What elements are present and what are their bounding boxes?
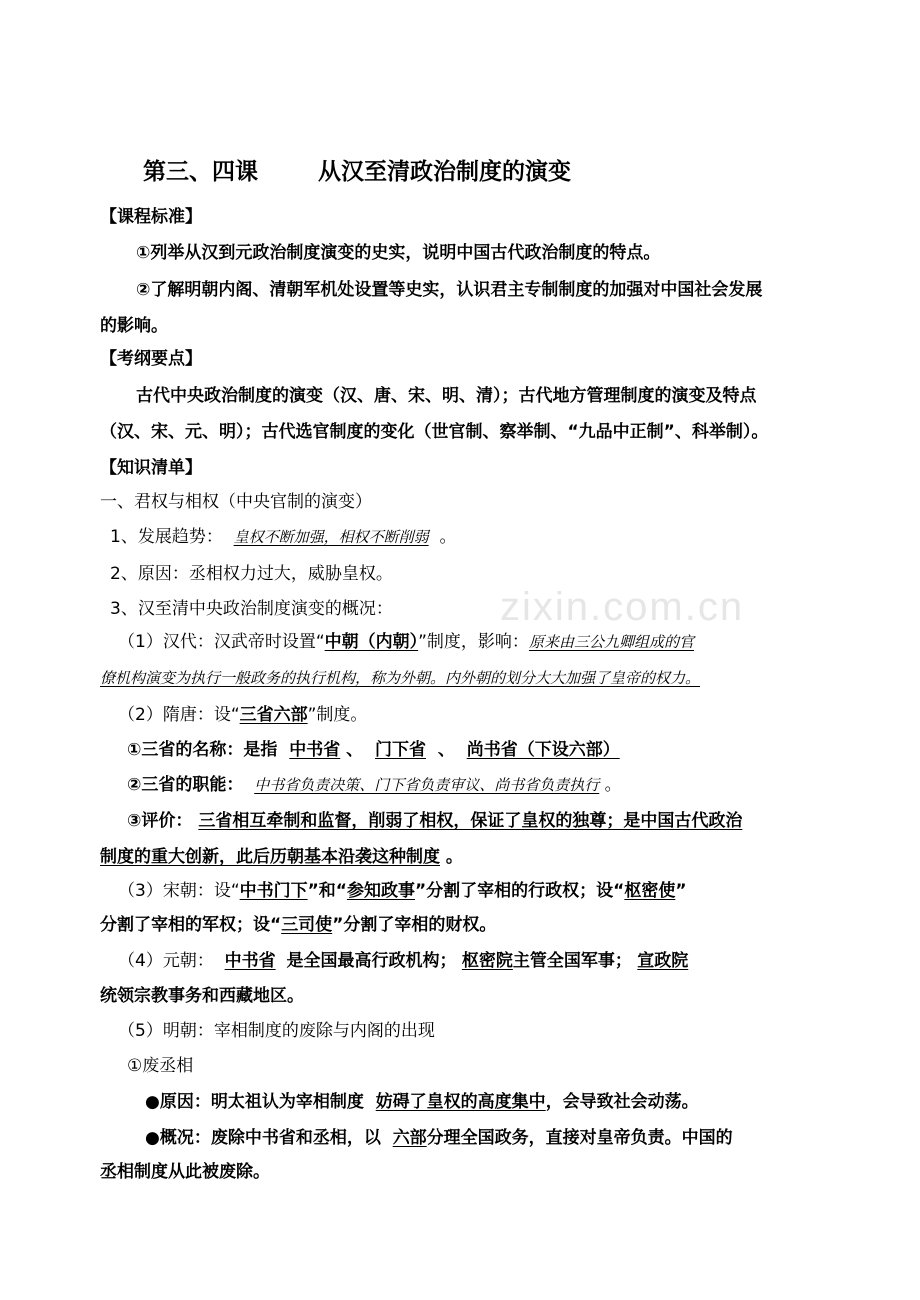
han-label: （1）汉代：汉武帝时设置“: [118, 632, 325, 652]
section-header-knowledge: 【知识清单】: [100, 458, 202, 478]
yuan-dynasty-line-1: [118, 950, 688, 972]
trend-answer: 皇权不断加强，相权不断削弱: [233, 528, 429, 546]
song-text-3: ”: [675, 881, 687, 901]
trend-label: 1、发展趋势：: [110, 527, 223, 547]
trend-period: 。: [439, 527, 457, 547]
ming-overview-label: ●概况：废除中书省和丞相，以: [145, 1128, 381, 1148]
sui-tang-label: （2）隋唐：设“: [118, 705, 240, 725]
three-departments-names: [127, 739, 620, 761]
names-sep-2: 、: [437, 740, 455, 760]
yuan-label: （4）元朝：: [118, 951, 214, 971]
song-text-1: ”和“: [307, 881, 347, 901]
song-label: （3）宋朝：设“: [118, 881, 240, 901]
section-1-heading: 一、君权与相权（中央官制的演变）: [100, 492, 372, 512]
ming-overview-line-1: [145, 1127, 733, 1149]
han-dynasty-line: [118, 631, 694, 653]
han-impact-line-2: [100, 667, 700, 689]
standard-item-2: ②了解明朝内阁、清朝军机处设置等史实，认识君主专制制度的加强对中国社会发展: [136, 280, 763, 300]
ming-overview-answer: 六部: [392, 1128, 427, 1148]
standard-item-2-cont: 的影响。: [100, 316, 168, 336]
han-impact-answer-1: 原来由三公九卿组成的官: [528, 633, 694, 651]
page-title: [143, 157, 571, 187]
exam-points-line-2: （汉、宋、元、明）；古代选官制度的变化（世官制、察举制、“九品中正制”、科举制）。: [100, 422, 769, 442]
names-label: ①三省的名称：是指: [127, 740, 278, 760]
duties-period: 。: [604, 775, 622, 795]
song2-text-1: 分割了宰相的军权；设“: [100, 915, 282, 935]
song-answer-3: 枢密使: [624, 881, 676, 901]
yuan-answer-3: 宣政院: [637, 951, 689, 971]
evaluation-label: ③评价：: [127, 811, 193, 831]
ming-reason-line: [145, 1091, 699, 1113]
yuan-text-1: 是全国最高行政机构；: [286, 951, 457, 971]
duties-answer: 中书省负责决策、门下省负责审议、尚书省负责执行: [254, 776, 600, 794]
han-impact-answer-2: 僚机构演变为执行一般政务的执行机构，称为外朝。内外朝的划分大大加强了皇帝的权力。: [100, 669, 701, 687]
trend-line: [110, 526, 456, 548]
duties-label: ②三省的职能：: [127, 775, 244, 795]
evaluation-answer-2: 制度的重大创新，此后历朝基本沿袭这种制度: [100, 847, 440, 867]
watermark: zixin.com.cn: [500, 585, 745, 629]
ming-reason-label: ●原因：明太祖认为宰相制度: [145, 1092, 364, 1112]
reason-line: 2、原因：丞相权力过大，威胁皇权。: [110, 564, 393, 584]
han-answer: 中朝（内朝）: [324, 632, 419, 652]
overview-line: 3、汉至清中央政治制度演变的概况：: [110, 599, 393, 619]
evaluation-answer-1: 三省相互牵制和监督，削弱了相权，保证了皇权的独尊；是中国古代政治: [198, 811, 743, 831]
evaluation-line-1: [127, 810, 742, 832]
ming-overview-line-2: 丞相制度从此被废除。: [100, 1162, 270, 1182]
yuan-answer-1: 中书省: [224, 951, 276, 971]
han-impact-label: ”制度，影响：: [418, 632, 529, 652]
song-answer-1: 中书门下: [239, 881, 308, 901]
song-text-2: ”分割了宰相的行政权；设“: [414, 881, 625, 901]
names-answer-2: 门下省: [375, 740, 427, 760]
yuan-dynasty-line-2: 统领宗教事务和西藏地区。: [100, 986, 304, 1006]
song-dynasty-line-2: [100, 914, 496, 936]
names-answer-3: 尚书省（下设六部）: [466, 740, 620, 760]
names-answer-1: 中书省: [289, 740, 341, 760]
three-departments-duties: [127, 774, 622, 796]
exam-points-line-1: 古代中央政治制度的演变（汉、唐、宋、明、清）；古代地方管理制度的演变及特点: [136, 386, 757, 406]
names-sep-1: 、: [346, 740, 364, 760]
yuan-answer-2: 枢密院: [461, 951, 513, 971]
title-lesson: 第三、四课: [143, 159, 258, 185]
title-topic: 从汉至清政治制度的演变: [318, 159, 571, 185]
standard-item-1: ①列举从汉到元政治制度演变的史实，说明中国古代政治制度的特点。: [136, 243, 661, 263]
ming-dynasty-heading: （5）明朝：宰相制度的废除与内阁的出现: [118, 1021, 435, 1041]
section-header-standards: 【课程标准】: [100, 207, 202, 227]
sui-tang-end: ”制度。: [307, 705, 368, 725]
ming-reason-answer: 妨碍了皇权的高度集中: [375, 1092, 546, 1112]
yuan-text-2: 主管全国军事；: [512, 951, 632, 971]
song-answer-2: 参知政事: [346, 881, 415, 901]
abolish-chancellor-heading: ①废丞相: [127, 1056, 194, 1076]
sui-tang-answer: 三省六部: [239, 705, 308, 725]
sui-tang-line: [118, 704, 367, 726]
evaluation-line-2: [100, 846, 463, 868]
evaluation-period: 。: [445, 847, 463, 867]
song-dynasty-line-1: [118, 880, 687, 902]
ming-overview-text: 分理全国政务，直接对皇帝负责。中国的: [426, 1128, 733, 1148]
song2-text-2: ”分割了宰相的财权。: [332, 915, 497, 935]
song-answer-4: 三司使: [281, 915, 333, 935]
ming-reason-end: ，会导致社会动荡。: [545, 1092, 699, 1112]
section-header-exam-points: 【考纲要点】: [100, 349, 202, 369]
